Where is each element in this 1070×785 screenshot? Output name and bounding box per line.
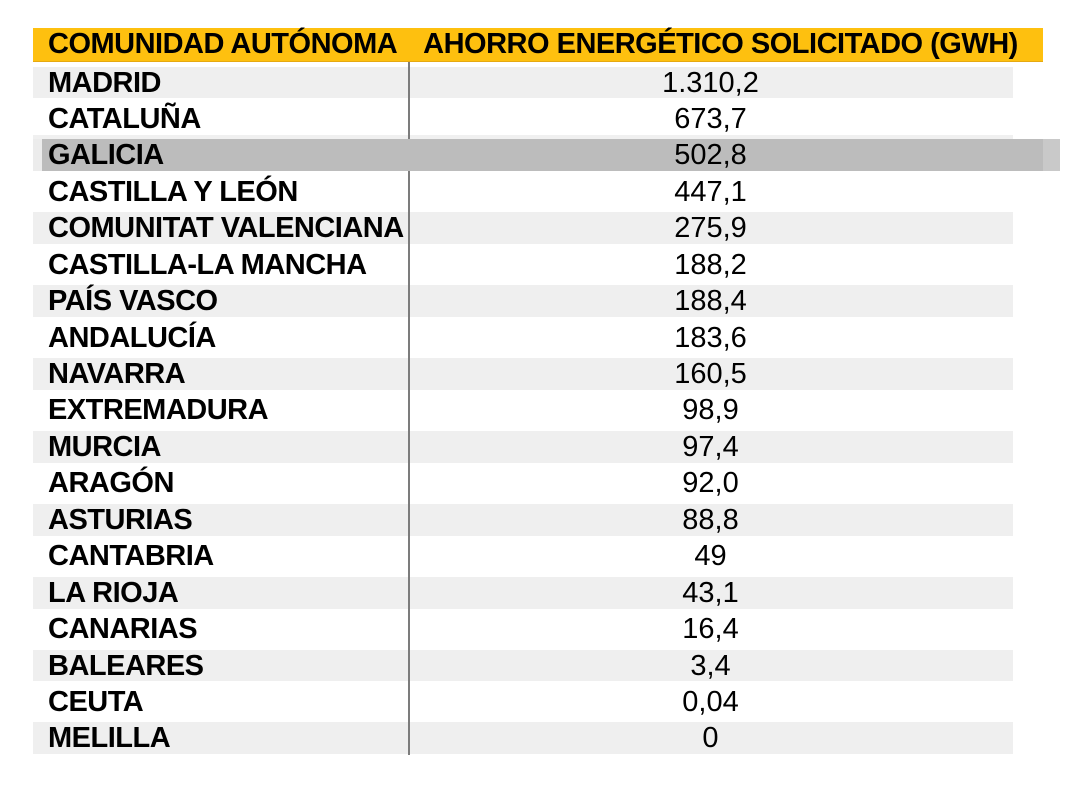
table-body <box>33 62 1070 754</box>
value-cell: 0,04 <box>682 685 739 718</box>
value-cell: 92,0 <box>682 467 739 500</box>
region-label: CASTILLA-LA MANCHA <box>48 248 367 281</box>
value-cell: 188,2 <box>674 248 747 281</box>
value-cell: 188,4 <box>674 285 747 318</box>
table-row <box>33 681 1060 717</box>
value-cell: 43,1 <box>682 576 739 609</box>
table-row <box>33 645 1060 681</box>
table-row <box>33 572 1060 608</box>
table-row <box>33 609 1060 645</box>
region-label: GALICIA <box>48 139 164 172</box>
value-cell: 97,4 <box>682 430 739 463</box>
region-label: CASTILLA Y LEÓN <box>48 175 298 208</box>
table-row <box>33 426 1060 462</box>
region-label: MELILLA <box>48 722 171 755</box>
table-row <box>33 281 1060 317</box>
region-label: ANDALUCÍA <box>48 321 216 354</box>
value-cell: 447,1 <box>674 175 747 208</box>
table-header <box>33 28 1043 62</box>
value-cell: 0 <box>702 722 719 755</box>
region-label: COMUNITAT VALENCIANA <box>48 212 404 245</box>
table-row <box>33 135 1060 171</box>
region-label: CATALUÑA <box>48 102 201 135</box>
table-row <box>33 354 1060 390</box>
value-cell: 49 <box>694 540 727 573</box>
table-row <box>33 390 1060 426</box>
column-header-ahorro: AHORRO ENERGÉTICO SOLICITADO (GWH) <box>423 28 1018 60</box>
region-label: MURCIA <box>48 430 161 463</box>
region-label: CANARIAS <box>48 613 198 646</box>
region-label: NAVARRA <box>48 358 186 390</box>
table-row <box>33 317 1060 353</box>
table-row <box>33 98 1060 134</box>
value-cell: 1.310,2 <box>662 66 759 99</box>
value-cell: 183,6 <box>674 321 747 354</box>
region-label: MADRID <box>48 66 161 99</box>
value-cell: 16,4 <box>682 613 739 646</box>
region-label: PAÍS VASCO <box>48 285 218 318</box>
table-row <box>33 463 1060 499</box>
value-cell: 88,8 <box>682 503 739 536</box>
table-row <box>33 171 1060 207</box>
value-cell: 160,5 <box>674 358 747 390</box>
value-cell: 673,7 <box>674 102 747 135</box>
region-label: ASTURIAS <box>48 503 193 536</box>
region-label: EXTREMADURA <box>48 394 269 427</box>
table-row <box>33 208 1060 244</box>
region-label: BALEARES <box>48 649 204 682</box>
region-label: CANTABRIA <box>48 540 214 573</box>
table-row <box>33 244 1060 280</box>
value-cell: 275,9 <box>674 212 747 245</box>
region-label: CEUTA <box>48 685 144 718</box>
value-cell: 98,9 <box>682 394 739 427</box>
table-row <box>33 62 1060 98</box>
region-label: ARAGÓN <box>48 467 174 500</box>
region-label: LA RIOJA <box>48 576 179 609</box>
energy-savings-table <box>33 28 1070 755</box>
value-cell: 3,4 <box>690 649 731 682</box>
table-row <box>33 536 1060 572</box>
column-header-comunidad: COMUNIDAD AUTÓNOMA <box>48 28 398 60</box>
table-row <box>33 718 1060 754</box>
value-cell: 502,8 <box>674 139 747 172</box>
table-row <box>33 499 1060 535</box>
